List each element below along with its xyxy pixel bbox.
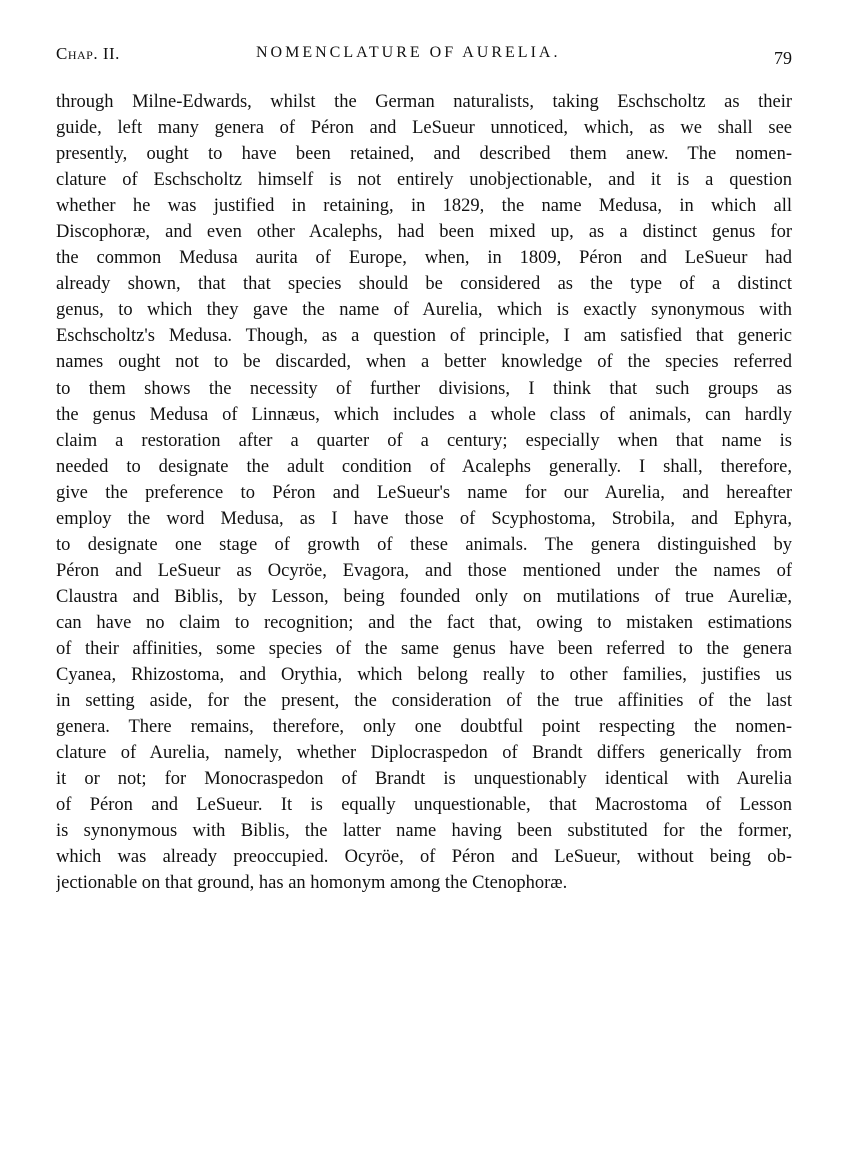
text-line: clature of Aurelia, namely, whether Diplocraspedon of Brandt differs generically from <box>56 743 792 764</box>
running-header <box>56 44 792 74</box>
text-line: of Péron and LeSueur. It is equally unquestionable, that Macrostoma of Lesson <box>56 795 792 816</box>
text-line: it or not; for Monocraspedon of Brandt is unquestionably identical with Aurelia <box>56 769 792 790</box>
text-line: in setting aside, for the present, the consideration of the true affinities of the last <box>56 691 792 712</box>
text-line: Eschscholtz's Medusa. Though, as a question of principle, I am satisfied that generic <box>56 326 792 347</box>
text-line: the genus Medusa of Linnæus, which includes a whole class of animals, can hardly <box>56 404 792 425</box>
text-line: names ought not to be discarded, when a better knowledge of the species referred <box>56 352 792 373</box>
text-line: give the preference to Péron and LeSueur's name for our Aurelia, and hereafter <box>56 482 792 503</box>
text-line: can have no claim to recognition; and the fact that, owing to mistaken estimations <box>56 612 792 633</box>
text-line: Cyanea, Rhizostoma, and Orythia, which belong really to other families, justifies us <box>56 665 792 686</box>
text-line: guide, left many genera of Péron and LeSueur unnoticed, which, as we shall see <box>56 118 792 139</box>
running-title: NOMENCLATURE OF AURELIA. <box>256 44 561 61</box>
text-line: clature of Eschscholtz himself is not entirely unobjectionable, and it is a question <box>56 170 792 191</box>
text-line: genus, to which they gave the name of Aurelia, which is exactly synonymous with <box>56 300 792 321</box>
text-line: needed to designate the adult condition of Acalephs generally. I shall, therefore, <box>56 456 792 477</box>
text-line: which was already preoccupied. Ocyröe, of Péron and LeSueur, without being ob- <box>56 847 792 868</box>
text-line: of their affinities, some species of the same genus have been referred to the genera <box>56 638 792 659</box>
text-line: is synonymous with Biblis, the latter name having been substituted for the former, <box>56 821 792 842</box>
text-line: Discophoræ, and even other Acalephs, had been mixed up, as a distinct genus for <box>56 222 792 243</box>
text-line: through Milne-Edwards, whilst the German naturalists, taking Eschscholtz as their <box>56 92 792 112</box>
text-line: to designate one stage of growth of these animals. The genera distinguished by <box>56 534 792 555</box>
text-line: presently, ought to have been retained, and described them anew. The nomen- <box>56 144 792 165</box>
text-line: whether he was justified in retaining, in 1829, the name Medusa, in which all <box>56 196 792 217</box>
text-line: the common Medusa aurita of Europe, when, in 1809, Péron and LeSueur had <box>56 248 792 269</box>
text-line: genera. There remains, therefore, only one doubtful point respecting the nomen- <box>56 717 792 738</box>
text-line: Péron and LeSueur as Ocyröe, Evagora, and those mentioned under the names of <box>56 560 792 581</box>
text-line-last: jectionable on that ground, has an homonym among the Ctenophoræ. <box>56 873 568 894</box>
body-paragraph <box>56 89 792 896</box>
text-line: already shown, that that species should be considered as the type of a distinct <box>56 274 792 295</box>
chapter-label: Chap. II. <box>56 44 120 63</box>
page-number: 79 <box>774 48 792 68</box>
text-line: claim a restoration after a quarter of a century; especially when that name is <box>56 430 792 451</box>
text-line: Claustra and Biblis, by Lesson, being founded only on mutilations of true Aureliæ, <box>56 586 792 607</box>
text-line: employ the word Medusa, as I have those of Scyphostoma, Strobila, and Ephyra, <box>56 508 792 529</box>
text-line: to them shows the necessity of further divisions, I think that such groups as <box>56 378 792 399</box>
